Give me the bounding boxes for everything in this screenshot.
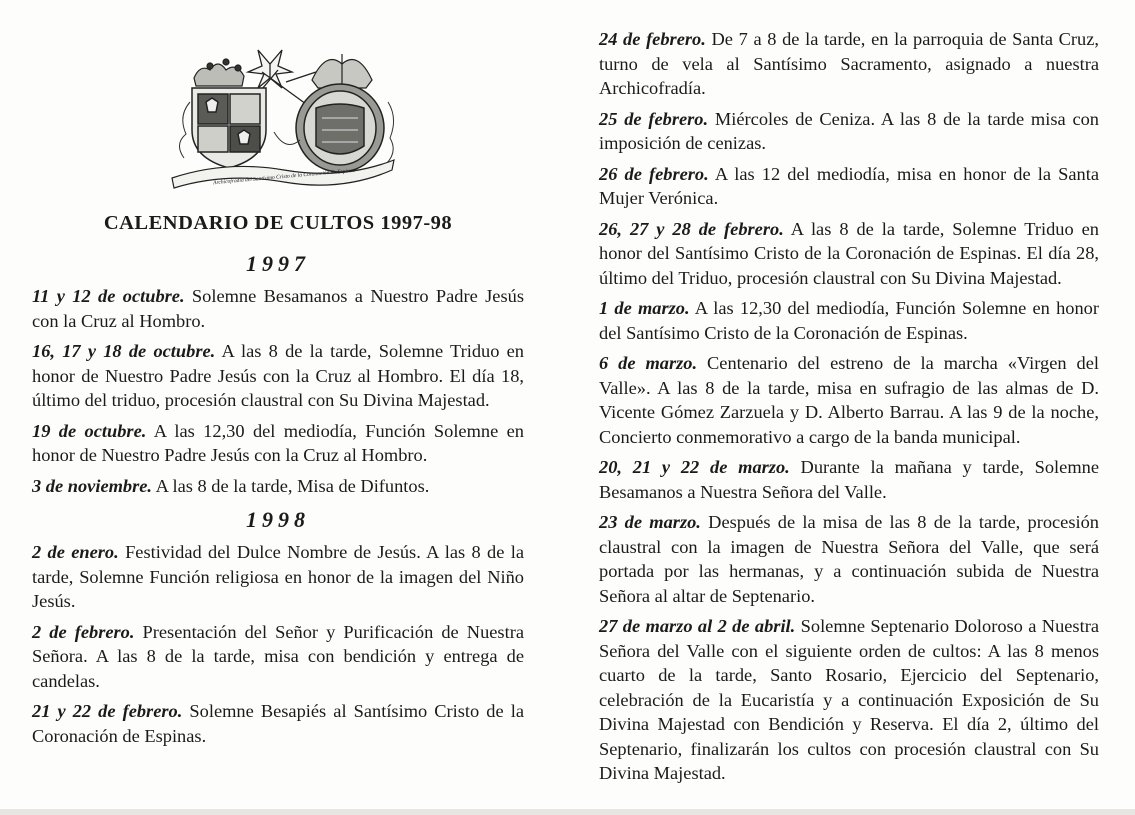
calendar-entry: 24 de febrero. De 7 a 8 de la tarde, en la parroquia de Santa Cruz, turno de vela al Santísimo Sacramento, asignado a nuestra Archicofradía. (599, 29, 1100, 98)
calendar-entry: 26 de febrero. A las 12 del mediodía, misa en honor de la Santa Mujer Verónica. (599, 163, 1099, 208)
calendar-entry: 11 y 12 de octubre. Solemne Besamanos a Nuestro Padre Jesús con la Cruz al Hombro. (32, 286, 524, 331)
calendar-entry: 23 de marzo. Después de la misa de las 8 de la tarde, procesión claustral con la imagen de Nuestra Señora del Valle, que será portada por las hermanas, y a continuación subida de Nuestra Señora al altar de Septenario. (599, 512, 1099, 606)
calendar-entry: 1 de marzo. A las 12,30 del mediodía, Función Solemne en honor del Santísimo Cristo de la Coronación de Espinas. (599, 298, 1099, 343)
calendar-entry: 2 de febrero. Presentación del Señor y Purificación de Nuestra Señora. A las 8 de la tarde, misa con bendición y entrega de candelas. (32, 621, 524, 691)
calendar-entry: 27 de marzo al 2 de abril. Solemne Septenario Doloroso a Nuestra Señora del Valle con el siguiente orden de cultos: A las 8 menos cuarto de la tarde, Santo Rosario, Ejercicio del Septenario, celebración de la Eucaristía y a continuación Exposición de Su Divina Majestad con Bendición y Reserva. El día 2, último del Septenario, finalizarán los cultos con procesión claustral con Su Divina Majestad. (599, 616, 1099, 783)
year-heading-1997: 1997 (246, 251, 310, 276)
calendar-entry: 21 y 22 de febrero. Solemne Besapiés al Santísimo Cristo de la Coronación de Espinas. (32, 701, 524, 746)
emblem-motto: Archicofradía del Santísimo Cristo de la Coronación de Espinas (212, 167, 355, 187)
calendar-entry: 26, 27 y 28 de febrero. A las 8 de la tarde, Solemne Triduo en honor del Santísimo Cristo de la Coronación de Espinas. El día 28, último del Triduo, procesión claustral con Su Divina Majestad. (599, 218, 1099, 288)
coat-of-arms-emblem (166, 42, 398, 194)
calendar-entry: 2 de enero. Festividad del Dulce Nombre de Jesús. A las 8 de la tarde, Solemne Función religiosa en honor de la imagen del Niño Jesús. (32, 542, 524, 611)
year-heading-1998: 1998 (246, 507, 310, 532)
calendar-entry: 25 de febrero. Miércoles de Ceniza. A las 8 de la tarde misa con imposición de cenizas. (599, 108, 1100, 153)
calendar-entry: 19 de octubre. A las 12,30 del mediodía, Función Solemne en honor de Nuestro Padre Jesús con la Cruz al Hombro. (32, 420, 524, 465)
calendar-entry: 3 de noviembre. A las 8 de la tarde, Misa de Difuntos. (32, 475, 430, 496)
right-column (599, 27, 1099, 792)
calendar-title: CALENDARIO DE CULTOS 1997-98 (103, 212, 453, 234)
calendar-entry: 20, 21 y 22 de marzo. Durante la mañana y tarde, Solemne Besamanos a Nuestra Señora del Valle. (599, 457, 1099, 502)
calendar-entry: 16, 17 y 18 de octubre. A las 8 de la tarde, Solemne Triduo en honor de Nuestro Padre Jesús con la Cruz al Hombro. El día 18, último del triduo, procesión claustral con Su Divina Majestad. (32, 341, 524, 410)
left-column (32, 250, 524, 754)
page-bottom-edge (0, 809, 1135, 815)
calendar-entry: 6 de marzo. Centenario del estreno de la marcha «Virgen del Valle». A las 8 de la tarde, misa en sufragio de las almas de D. Vicente Gómez Zarzuela y D. Alberto Barrau. A las 9 de la noche, Concierto conmemorativo a cargo de la banda municipal. (599, 353, 1100, 447)
